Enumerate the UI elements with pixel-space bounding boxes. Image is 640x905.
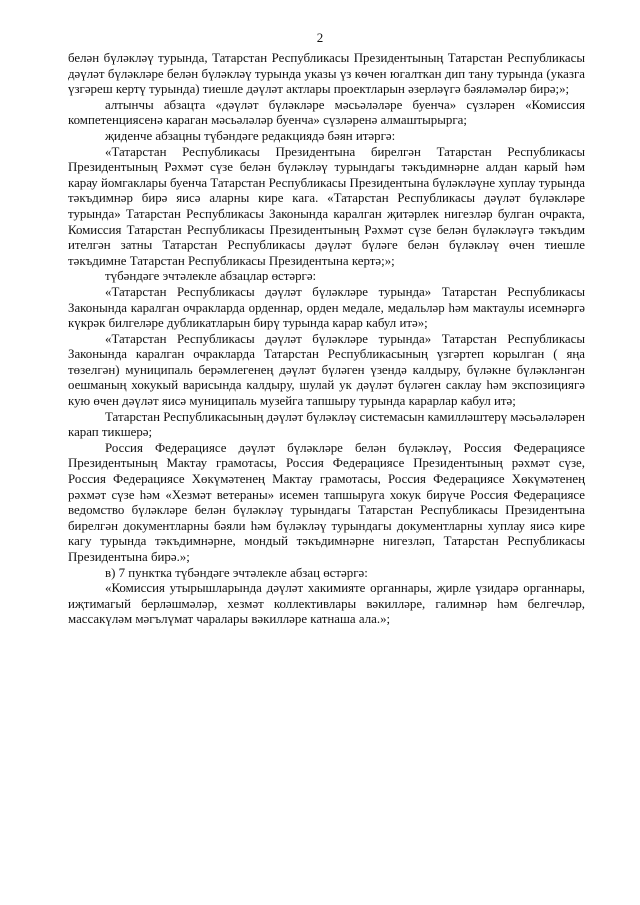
paragraph-point-7-intro: в) 7 пунктка түбәндәге эчтәлекле абзац өстәргә: <box>105 565 368 580</box>
paragraph-municipal-award: «Татарстан Республикасы дәүләт бүләкләре турында» Татарстан Республикасы Законында каралган очракларда Татарстан Республикасының үзгәртеп корылган ( яңа төзелгән) муниципаль берәмлегенең дәүләт бүләген үзендә калдыру, бүләкне бүләкләнгән оешманың хокукый варисында калдыру, шулай ук дәүләт бүләген саклау һәм экспозициягә кую өчен дәүләт яисә муниципаль музейга тапшыру турында карарлар кабул итә; <box>68 331 585 409</box>
page-number: 2 <box>316 30 324 45</box>
paragraph-commission-meetings: «Комиссия утырышларында дәүләт хакимияте органнары, җирле үзидарә органнары, иҗтимагый берләшмәләр, хезмәт коллективлары вәкилләре, галимнәр һәм белгечләр, массакүләм мәгълүмат чаралары вәкилләре катнаша ала.»; <box>68 581 585 627</box>
paragraph-seventh-abzac-intro: җиденче абзацны түбәндәге редакциядә бәян итәргә: <box>105 128 396 143</box>
document-body <box>68 51 585 628</box>
paragraph-duplicates: «Татарстан Республикасы дәүләт бүләкләре турында» Татарстан Республикасы Законында каралган очракларда орденнар, орден медале, медальләр һәм мактаулы исемнәргә күкрәк билгеләре дубликатларын бирү турында карар кабул итә»; <box>68 284 585 331</box>
paragraph-system-improvement: Татарстан Республикасының дәүләт бүләкләү системасын камилләштерү мәсьәләләрен карап тикшерә; <box>68 409 585 440</box>
paragraph-continuation: белән бүләкләү турында, Татарстан Республикасы Президентының Татарстан Республикасы дәүләт бүләкләре белән бүләкләү турында указы үз көчен югалткан дип тану турында (указга үзгәреш кертү турында) тиешле дәүләт актлары проектларын әзерләүгә бәяләмәләр бирә;»; <box>68 51 585 97</box>
paragraph-add-abzacs-intro: түбәндәге эчтәлекле абзацлар өстәргә: <box>105 269 317 284</box>
paragraph-russian-awards: Россия Федерациясе дәүләт бүләкләре белән бүләкләү, Россия Федерациясе Президентының Мактау грамотасы, Россия Федерациясе Президентының рәхмәт сүзе, Россия Федерациясе Хөкүмәтенең Мактау грамотасы, Россия Федерациясе Хөкүмәтенең рәхмәт сүзе һәм «Хезмәт ветераны» исемен тапшыруга хокук бирүче Россия Федерациясе ведомство бүләкләре белән бүләкләү турындагы Татарстан Республикасы Президентына бирелгән документларны бәяли һәм бүләкләү турындагы документларны хуплау яисә кире кагу турында тәкъдимнәрне, мондый тәкъдимнәрне нигезләп, Татарстан Республикасы Президентына бирә.»; <box>68 440 585 564</box>
paragraph-seventh-abzac-text: «Татарстан Республикасы Президентына бирелгән Татарстан Республикасы Президентының Рәхмәт сүзе белән бүләкләү турындагы тәкъдимнәрне алдан карый һәм карау йомгаклары буенча Татарстан Республикасы Президентына бүләкләүне хуплау турында тәкъдимнәр бирә яисә аларны кире кага. «Татарстан Республикасы дәүләт бүләкләре турында» Татарстан Республикасы Законында каралган җитәрлек нигезләр булган очракта, Комиссия Татарстан Республикасы Президентының Рәхмәт сүзе белән бүләкләүгә тәкъдим ителгән затны Татарстан Республикасы дәүләт бүләге белән бүләкләү өчен тиешле тәкъдимне Татарстан Республикасы Президентына кертә;»; <box>68 144 585 268</box>
paragraph-sixth-abzac: алтынчы абзацта «дәүләт бүләкләре мәсьәләләре буенча» сүзләрен «Комиссия компетенциясенә караган мәсьәләләр буенча» сүзләренә алмаштырырга; <box>68 97 585 128</box>
